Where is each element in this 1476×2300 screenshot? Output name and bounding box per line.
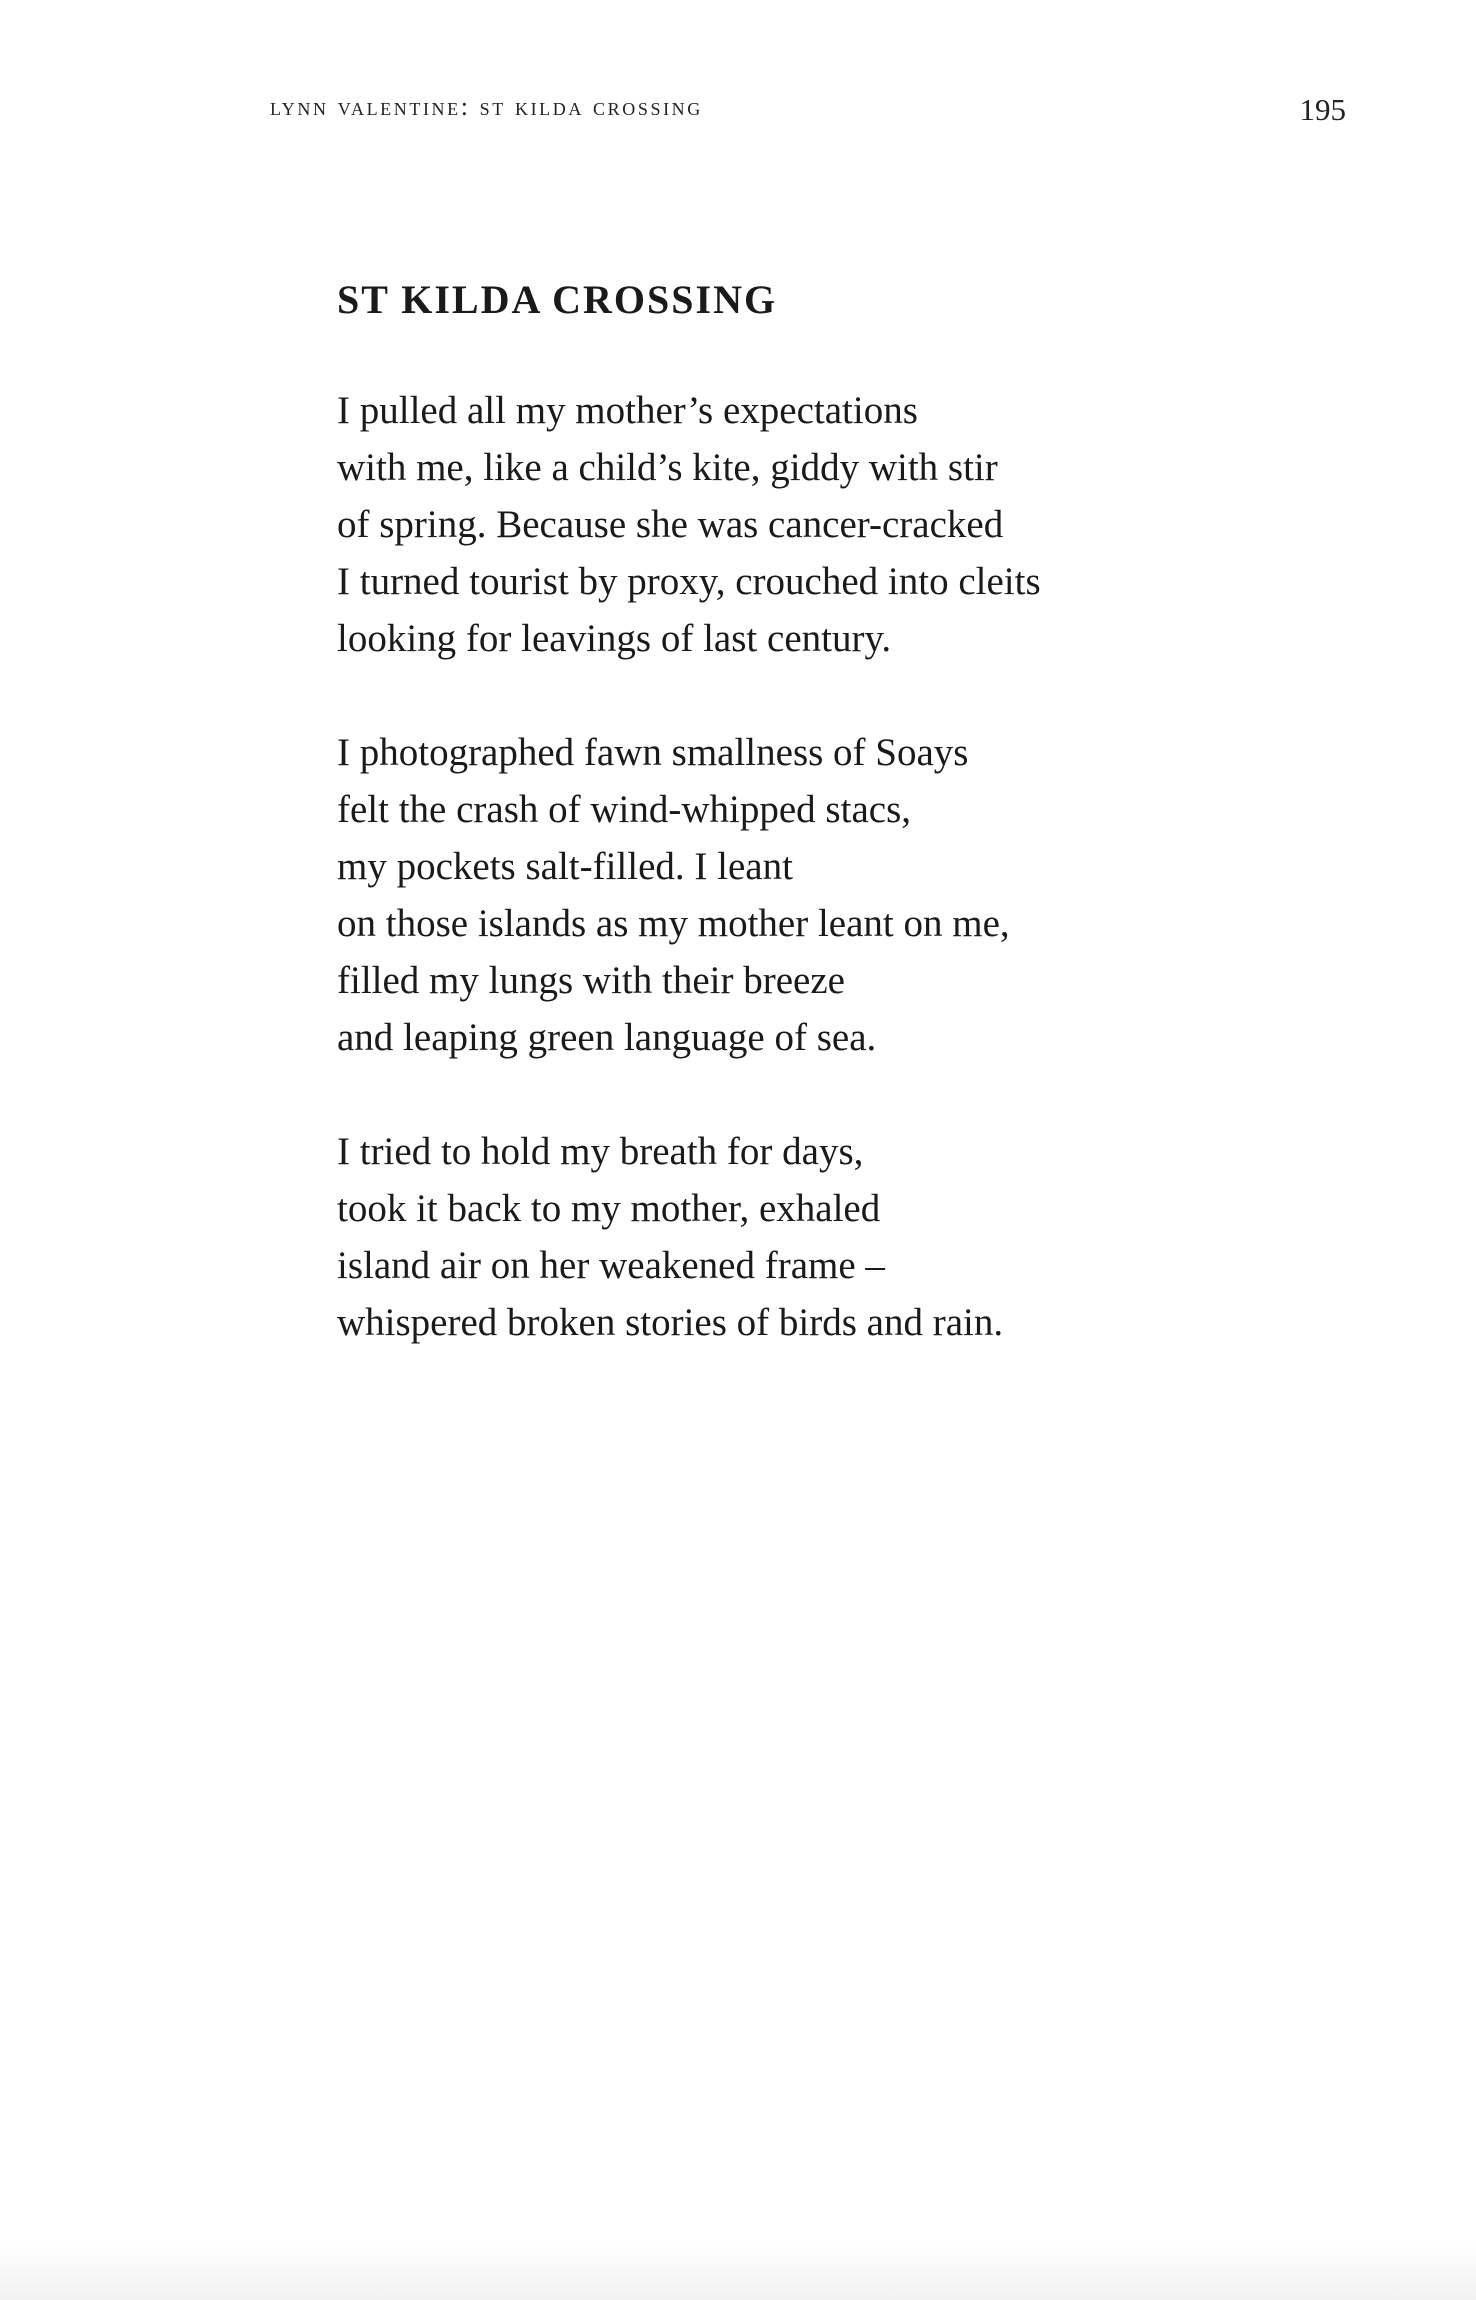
poem-line: on those islands as my mother leant on me, (337, 902, 1010, 945)
stanza-2 (337, 724, 1337, 1066)
poem-line: looking for leavings of last century. (337, 617, 892, 660)
poem-line: with me, like a child’s kite, giddy with stir (337, 446, 998, 489)
poem-line: and leaping green language of sea. (337, 1016, 877, 1059)
poem-title: ST KILDA CROSSING (337, 277, 778, 322)
poem-line: I photographed fawn smallness of Soays (337, 731, 969, 774)
poem-line: took it back to my mother, exhaled (337, 1187, 881, 1230)
poem-line: I turned tourist by proxy, crouched into cleits (337, 560, 1041, 603)
poem-line: I tried to hold my breath for days, (337, 1130, 864, 1173)
poem-line: of spring. Because she was cancer-cracked (337, 503, 1004, 546)
poem-line: felt the crash of wind-whipped stacs, (337, 788, 911, 831)
poem (337, 270, 1337, 1408)
page-bottom-shadow (0, 2240, 1476, 2300)
poem-line: whispered broken stories of birds and rain. (337, 1301, 1004, 1344)
poem-line: I pulled all my mother’s expectations (337, 389, 918, 432)
poem-line: island air on her weakened frame – (337, 1244, 885, 1287)
running-head: lynn valentine: st kilda crossing (270, 92, 703, 121)
poem-line: filled my lungs with their breeze (337, 959, 845, 1002)
stanza-3 (337, 1123, 1337, 1351)
page-number: 195 (1299, 92, 1346, 127)
poem-line: my pockets salt-filled. I leant (337, 845, 793, 888)
stanza-1 (337, 382, 1337, 667)
